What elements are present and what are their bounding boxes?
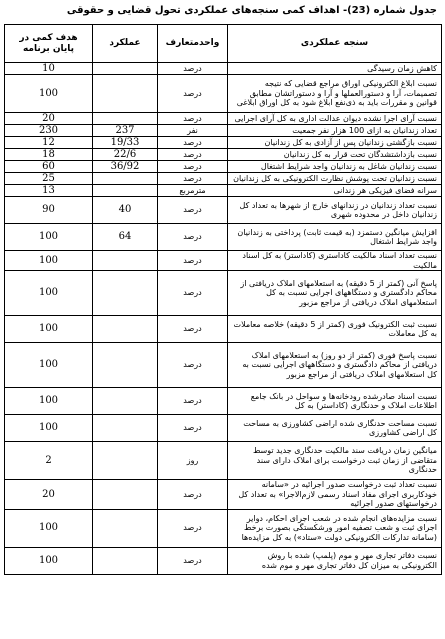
unit-cell: روز bbox=[158, 442, 228, 480]
performance-cell bbox=[93, 63, 158, 75]
indicator-cell: افزایش میانگین دستمزد (به قیمت ثابت) پرداختی به زندانیان واجد شرایط اشتغال bbox=[228, 224, 442, 251]
indicator-cell: سرانه فضای فیزیکی هر زندانی bbox=[228, 185, 442, 197]
target-cell: 100 bbox=[5, 509, 93, 547]
performance-cell bbox=[93, 316, 158, 343]
performance-cell bbox=[93, 173, 158, 185]
performance-cell: 237 bbox=[93, 125, 158, 137]
indicator-cell: نسبت زندانیان تحت پوشش نظارت الکترونیکی به کل زندانیان bbox=[228, 173, 442, 185]
table-row bbox=[5, 442, 442, 480]
indicator-cell: نسبت پاسخ فوری (کمتر از دو روز) به استعلامهای املاک دریافتی از محاکم دادگستری و دستگاههای اجرایی نسبت به کل استعلامهای املاک دریافتی از مراجع مزبور bbox=[228, 343, 442, 388]
header-row bbox=[5, 25, 442, 63]
table-row bbox=[5, 316, 442, 343]
target-cell: 18 bbox=[5, 149, 93, 161]
performance-cell: 22/6 bbox=[93, 149, 158, 161]
target-cell: 100 bbox=[5, 547, 93, 574]
performance-cell bbox=[93, 343, 158, 388]
table-body bbox=[5, 63, 442, 575]
table-row bbox=[5, 137, 442, 149]
performance-cell bbox=[93, 113, 158, 125]
unit-cell: درصد bbox=[158, 173, 228, 185]
indicator-cell: نسبت آرای اجرا نشده دیوان عدالت اداری به کل آرای اجرایی bbox=[228, 113, 442, 125]
indicator-cell: نسبت بازگشتی زندانیان پس از آزادی به کل زندانیان bbox=[228, 137, 442, 149]
header-unit: واحدمتعارف bbox=[158, 25, 228, 63]
performance-cell bbox=[93, 415, 158, 442]
indicator-cell: کاهش زمان رسیدگی bbox=[228, 63, 442, 75]
unit-cell: درصد bbox=[158, 63, 228, 75]
table-row bbox=[5, 224, 442, 251]
target-cell: 2 bbox=[5, 442, 93, 480]
target-cell: 100 bbox=[5, 224, 93, 251]
table-row bbox=[5, 75, 442, 113]
target-cell: 100 bbox=[5, 388, 93, 415]
performance-cell bbox=[93, 75, 158, 113]
target-cell: 230 bbox=[5, 125, 93, 137]
indicator-cell: نسبت مزایده‌های انجام شده در شعب اجرای احکام، دوایر اجرای ثبت و شعب تصفیه امور ورشکستگی بصورت برخط (سامانه تدارکات الکترونیکی دولت «ستاد») به کل مزایده‌ها bbox=[228, 509, 442, 547]
indicator-cell: نسبت دفاتر تجاری مهر و موم (پلمپ) شده با روش الکترونیکی به میزان کل دفاتر تجاری مهر و موم شده bbox=[228, 547, 442, 574]
table-row bbox=[5, 480, 442, 510]
unit-cell: درصد bbox=[158, 509, 228, 547]
table-row bbox=[5, 547, 442, 574]
target-cell: 13 bbox=[5, 185, 93, 197]
table-row bbox=[5, 63, 442, 75]
performance-cell bbox=[93, 185, 158, 197]
target-cell: 60 bbox=[5, 161, 93, 173]
target-cell: 20 bbox=[5, 113, 93, 125]
target-cell: 12 bbox=[5, 137, 93, 149]
indicator-cell: میانگین زمان دریافت سند مالکیت حدنگاری جدید توسط متقاضی از زمان ثبت درخواست برای املاک دارای سند حدنگاری bbox=[228, 442, 442, 480]
table-row bbox=[5, 388, 442, 415]
header-performance: عملکرد bbox=[93, 25, 158, 63]
unit-cell: درصد bbox=[158, 316, 228, 343]
performance-cell bbox=[93, 251, 158, 271]
indicator-cell: نسبت زندانیان شاغل به زندانیان واجد شرایط اشتغال bbox=[228, 161, 442, 173]
unit-cell: درصد bbox=[158, 113, 228, 125]
target-cell: 100 bbox=[5, 316, 93, 343]
table-row bbox=[5, 161, 442, 173]
target-cell: 90 bbox=[5, 197, 93, 224]
target-cell: 100 bbox=[5, 271, 93, 316]
performance-targets-table bbox=[4, 24, 442, 575]
performance-cell: 64 bbox=[93, 224, 158, 251]
indicator-cell: نسبت اسناد صادرشده رودخانه‌ها و سواحل در بانک جامع اطلاعات املاک و حدنگاری (کاداستر) به کل bbox=[228, 388, 442, 415]
header-indicator: سنجه عملکردی bbox=[228, 25, 442, 63]
unit-cell: درصد bbox=[158, 388, 228, 415]
unit-cell: درصد bbox=[158, 161, 228, 173]
unit-cell: درصد bbox=[158, 224, 228, 251]
indicator-cell: نسبت تعداد اسناد مالکیت کاداستری (کاداستر) به کل اسناد مالکیت bbox=[228, 251, 442, 271]
indicator-cell: تعداد زندانیان به ازای 100 هزار نفر جمعیت bbox=[228, 125, 442, 137]
unit-cell: مترمربع bbox=[158, 185, 228, 197]
unit-cell: نفر bbox=[158, 125, 228, 137]
target-cell: 100 bbox=[5, 251, 93, 271]
performance-cell bbox=[93, 388, 158, 415]
target-cell: 20 bbox=[5, 480, 93, 510]
target-cell: 100 bbox=[5, 343, 93, 388]
performance-cell bbox=[93, 271, 158, 316]
table-row bbox=[5, 185, 442, 197]
table-row bbox=[5, 125, 442, 137]
unit-cell: درصد bbox=[158, 149, 228, 161]
indicator-cell: نسبت بازداشتشدگان تحت قرار به کل زندانیان bbox=[228, 149, 442, 161]
table-row bbox=[5, 173, 442, 185]
unit-cell: درصد bbox=[158, 251, 228, 271]
unit-cell: درصد bbox=[158, 197, 228, 224]
performance-cell bbox=[93, 480, 158, 510]
unit-cell: درصد bbox=[158, 343, 228, 388]
unit-cell: درصد bbox=[158, 75, 228, 113]
performance-cell bbox=[93, 509, 158, 547]
table-row bbox=[5, 343, 442, 388]
performance-cell: 40 bbox=[93, 197, 158, 224]
target-cell: 100 bbox=[5, 75, 93, 113]
target-cell: 25 bbox=[5, 173, 93, 185]
indicator-cell: نسبت مساحت حدنگاری شده اراضی کشاورزی به مساحت کل اراضی کشاورزی bbox=[228, 415, 442, 442]
table-row bbox=[5, 113, 442, 125]
unit-cell: درصد bbox=[158, 137, 228, 149]
table-row bbox=[5, 251, 442, 271]
table-row bbox=[5, 509, 442, 547]
performance-cell: 19/33 bbox=[93, 137, 158, 149]
indicator-cell: نسبت تعداد زندانیان در زندانهای خارج از شهرها به تعداد کل زندانیان داخل در محدوده شهری bbox=[228, 197, 442, 224]
header-target: هدف کمی در پایان برنامه bbox=[5, 25, 93, 63]
table-row bbox=[5, 149, 442, 161]
indicator-cell: نسبت ثبت الکترونیک فوری (کمتر از 5 دقیقه) خلاصه معاملات به کل معاملات bbox=[228, 316, 442, 343]
unit-cell: درصد bbox=[158, 480, 228, 510]
performance-cell bbox=[93, 442, 158, 480]
target-cell: 10 bbox=[5, 63, 93, 75]
table-row bbox=[5, 271, 442, 316]
unit-cell: درصد bbox=[158, 415, 228, 442]
performance-cell: 36/92 bbox=[93, 161, 158, 173]
unit-cell: درصد bbox=[158, 271, 228, 316]
table-title: جدول شماره (23)- اهداف کمی سنجه‌های عملکردی تحول قضایی و حقوقی bbox=[66, 5, 437, 16]
unit-cell: درصد bbox=[158, 547, 228, 574]
indicator-cell: نسبت تعداد ثبت درخواست صدور اجرائیه در «سامانه خودکاربری اجرای مفاد اسناد رسمی لازم‌الاجرا» به تعداد کل درخواستهای صدور اجرائیه bbox=[228, 480, 442, 510]
performance-cell bbox=[93, 547, 158, 574]
indicator-cell: نسبت ابلاغ الکترونیکی اوراق مراجع قضایی که نتیجه تصمیمات، آرا و دستورالعملها و آرا و دستوراتشان مطابق قوانین و مقررات باید به ذی‌نفع ابلاغ شود به کل اوراق ابلاغی bbox=[228, 75, 442, 113]
indicator-cell: پاسخ آنی (کمتر از 5 دقیقه) به استعلامهای املاک دریافتی از محاکم دادگستری و دستگاههای اجرایی نسبت به کل استعلامهای املاک دریافتی از مراجع مزبور bbox=[228, 271, 442, 316]
target-cell: 100 bbox=[5, 415, 93, 442]
table-row bbox=[5, 415, 442, 442]
table-row bbox=[5, 197, 442, 224]
